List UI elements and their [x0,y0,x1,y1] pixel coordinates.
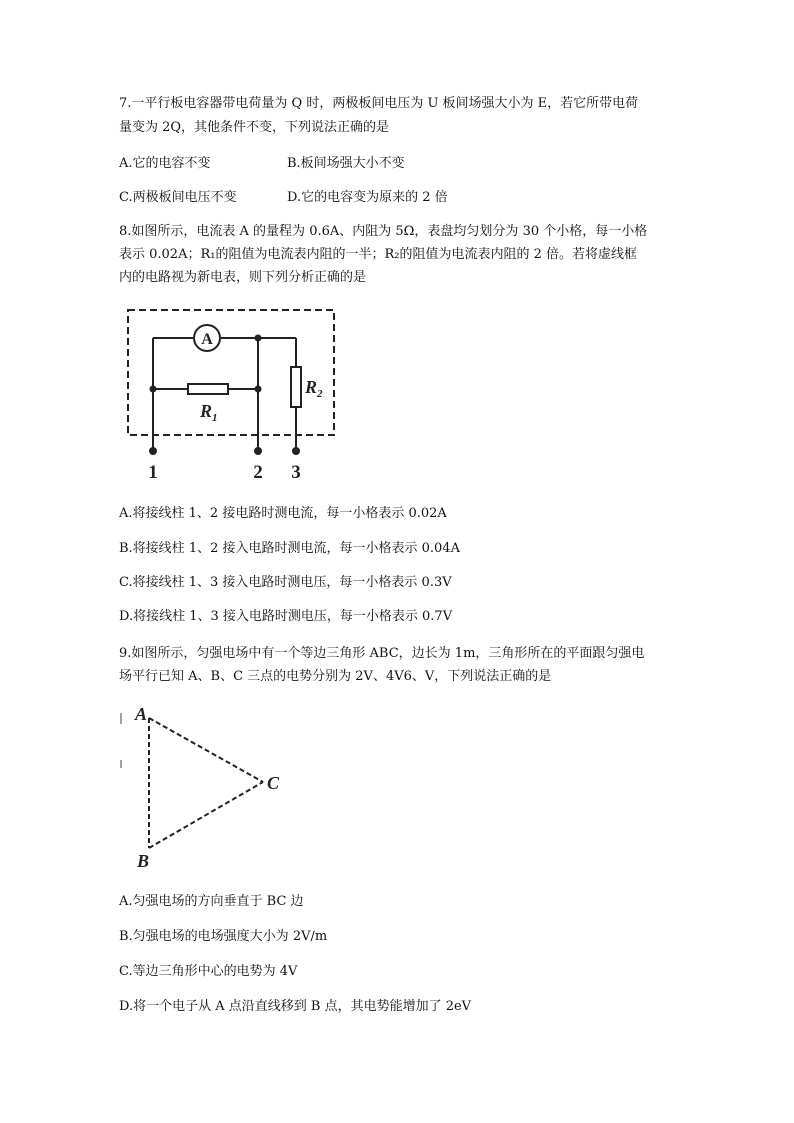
junction-dot [255,335,262,342]
q9-stem-line1: 9.如图所示，匀强电场中有一个等边三角形 ABC，边长为 1m，三角形所在的平面跟匀强电 [119,646,645,661]
terminal-1 [149,447,157,455]
q9-option-a: A.匀强电场的方向垂直于 BC 边 [119,894,304,909]
terminal-3 [292,447,300,455]
terminal-2 [254,447,262,455]
q9-stem-line2: 场平行已知 A、B、C 三点的电势分别为 2V、4V6、V，下列说法正确的是 [119,669,552,684]
q8-option-d: D.将接线柱 1、3 接入电路时测电压，每一小格表示 0.7V [119,609,453,624]
circuit-diagram [120,300,350,490]
r1-label: $R_1$ [200,401,218,424]
q9-option-d: D.将一个电子从 A 点沿直线移到 B 点，其电势能增加了 2eV [119,999,472,1014]
resistor-r1 [188,384,228,394]
triangle-side-ac [149,718,263,782]
q9-option-b: B.匀强电场的电场强度大小为 2V/m [119,929,328,944]
terminal-3-label: 3 [291,462,301,483]
vertex-a-label: A [135,704,148,724]
q8-option-c: C.将接线柱 1、3 接入电路时测电压，每一小格表示 0.3V [119,575,452,590]
vertex-c-label: C [267,773,280,793]
terminal-2-label: 2 [253,462,263,483]
q8-stem-line1: 8.如图所示，电流表 A 的量程为 0.6A、内阻为 5Ω，表盘均匀划分为 30 个小格，每一小格 [119,224,648,239]
q7-stem-line2: 量变为 2Q，其他条件不变，下列说法正确的是 [119,120,390,135]
triangle-diagram [115,700,295,875]
q8-stem-line3: 内的电路视为新电表，则下列分析正确的是 [119,270,367,285]
junction-dot [255,386,262,393]
q8-option-b: B.将接线柱 1、2 接入电路时测电流，每一小格表示 0.04A [119,541,460,556]
triangle-side-bc [149,782,263,848]
resistor-r2 [291,367,301,407]
r2-label: $R_2$ [305,377,323,400]
junction-dot [150,386,157,393]
q8-stem-line2: 表示 0.02A；R₁的阻值为电流表内阻的一半；R₂的阻值为电流表内阻的 2 倍。若将虚线框 [119,247,638,262]
q7-option-d: D.它的电容变为原来的 2 倍 [287,190,448,205]
q7-option-a: A.它的电容不变 [119,156,211,171]
vertex-b-label: B [137,851,150,871]
terminal-1-label: 1 [148,462,158,483]
q7-option-c: C.两极板间电压不变 [119,190,237,205]
dashed-frame [128,310,334,435]
q7-stem-line1: 7.一平行板电容器带电荷量为 Q 时，两极板间电压为 U 板间场强大小为 E，若它所带电荷 [119,96,639,111]
q9-option-c: C.等边三角形中心的电势为 4V [119,964,298,979]
ammeter-label: A [201,331,213,348]
q8-option-a: A.将接线柱 1、2 接电路时测电流，每一小格表示 0.02A [119,506,447,521]
q7-option-b: B.板间场强大小不变 [287,156,405,171]
